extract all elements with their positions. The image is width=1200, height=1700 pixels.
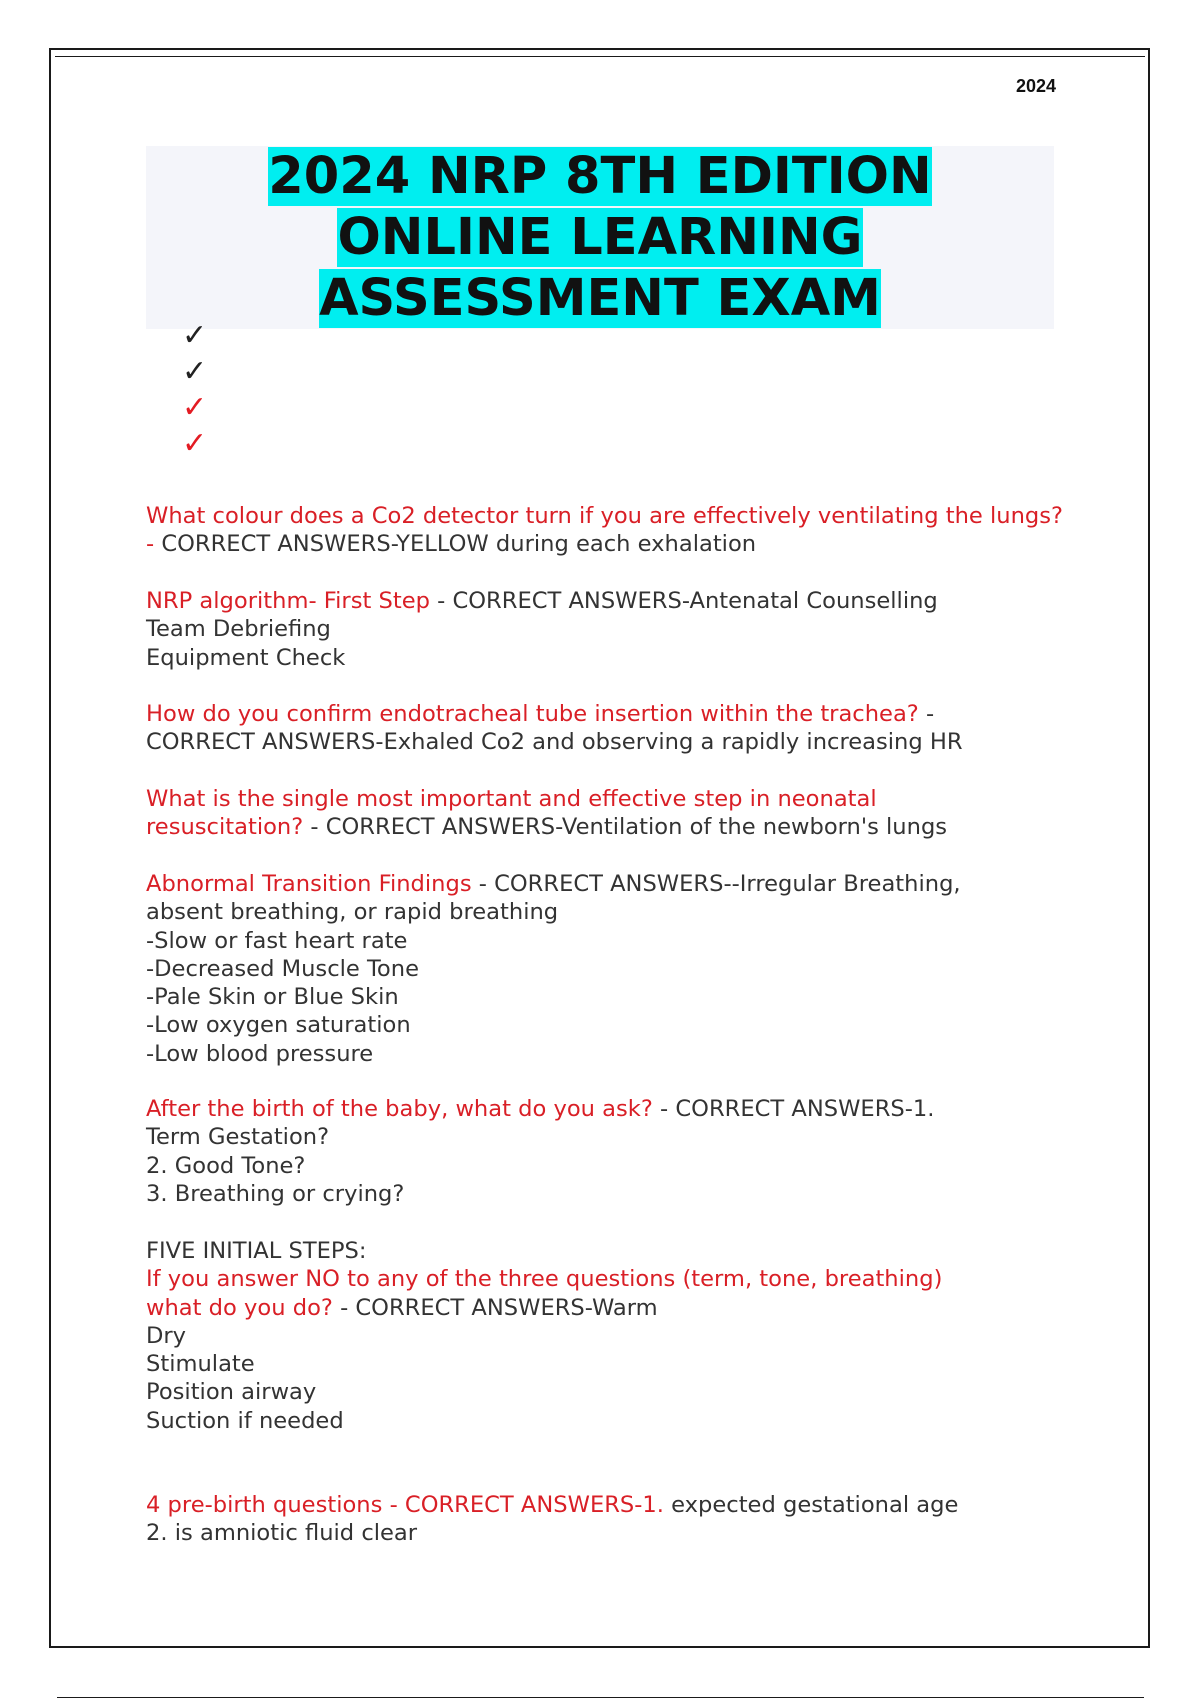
qa-item-co2-detector bbox=[146, 502, 1066, 559]
checkmark-icon: ✓ bbox=[182, 354, 208, 389]
qa-item-nrp-first-step bbox=[146, 587, 1066, 672]
question-text: If you answer NO to any of the three questions (term, tone, breathing) what do you do? bbox=[146, 1266, 943, 1321]
qa-item-pre-birth-questions bbox=[146, 1491, 1066, 1548]
answer-text: - CORRECT ANSWERS--Irregular Breathing, absent breathing, or rapid breathing -Slow or fast heart rate -Decreased Muscle Tone -Pale Skin or Blue Skin -Low oxygen saturation -Low blood pressure bbox=[146, 871, 961, 1067]
title-banner bbox=[146, 146, 1054, 329]
answer-text: - CORRECT ANSWERS-Warm Dry Stimulate Position airway Suction if needed bbox=[146, 1294, 658, 1434]
answer-text: CORRECT ANSWERS-YELLOW during each exhalation bbox=[161, 531, 757, 558]
title-line-1: 2024 NRP 8TH EDITION bbox=[268, 147, 932, 206]
checkmark-icon: ✓ bbox=[182, 390, 208, 425]
qa-item-five-initial-steps bbox=[146, 1237, 1066, 1435]
question-text: What is the single most important and effective step in neonatal resuscitation? bbox=[146, 786, 877, 841]
title-line-3: ASSESSMENT EXAM bbox=[319, 269, 881, 328]
question-text: Abnormal Transition Findings bbox=[146, 871, 472, 897]
qa-item-abnormal-transition bbox=[146, 870, 1066, 1068]
question-text: What colour does a Co2 detector turn if you are effectively ventilating the lungs? - bbox=[146, 503, 1063, 558]
title-line-2: ONLINE LEARNING bbox=[337, 208, 863, 267]
document-title bbox=[146, 146, 1054, 329]
qa-item-most-important-step bbox=[146, 785, 1066, 842]
question-text: NRP algorithm- First Step bbox=[146, 588, 430, 614]
qa-item-birth-questions bbox=[146, 1095, 1066, 1208]
question-text: 4 pre-birth questions - CORRECT ANSWERS-1. bbox=[146, 1492, 664, 1518]
answer-text: - CORRECT ANSWERS-1. Term Gestation? 2. Good Tone? 3. Breathing or crying? bbox=[146, 1096, 935, 1207]
footer-rule bbox=[57, 1697, 1144, 1698]
answer-text: - CORRECT ANSWERS-Exhaled Co2 and observing a rapidly increasing HR bbox=[146, 701, 963, 756]
header-year: 2024 bbox=[1015, 76, 1056, 96]
section-heading: FIVE INITIAL STEPS: bbox=[146, 1238, 367, 1264]
checkmark-icon: ✓ bbox=[182, 426, 208, 461]
question-text: How do you confirm endotracheal tube insertion within the trachea? bbox=[146, 701, 919, 727]
answer-text: expected gestational age 2. is amniotic fluid clear bbox=[146, 1492, 959, 1547]
checkmark-list bbox=[182, 318, 207, 462]
header-rule bbox=[55, 56, 1145, 57]
checkmark-icon: ✓ bbox=[182, 318, 208, 353]
qa-item-ett-confirm bbox=[146, 700, 1066, 757]
answer-text: - CORRECT ANSWERS-Ventilation of the newborn's lungs bbox=[303, 814, 948, 841]
answer-text: - CORRECT ANSWERS-Antenatal Counselling Team Debriefing Equipment Check bbox=[146, 588, 938, 671]
question-text: After the birth of the baby, what do you ask? bbox=[146, 1096, 653, 1122]
